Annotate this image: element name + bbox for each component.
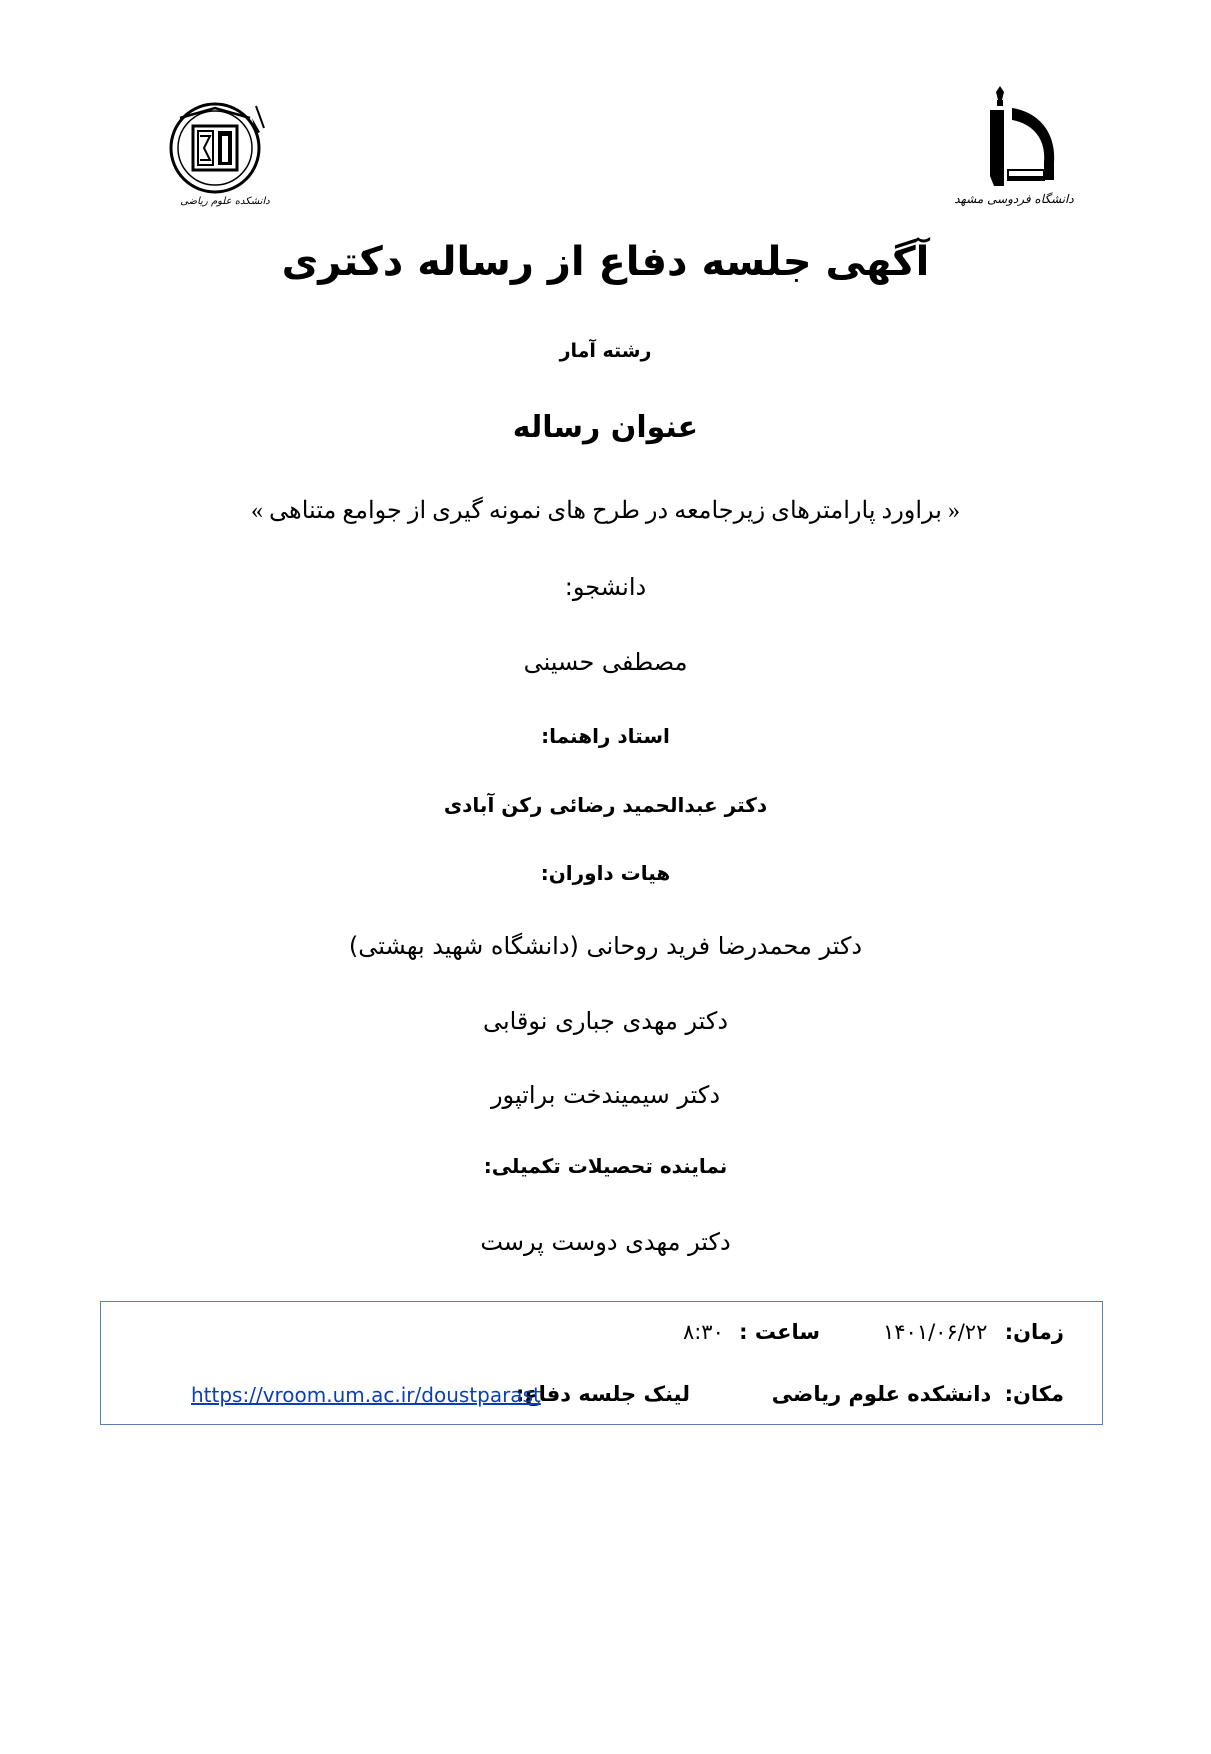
date-value: ۱۴۰۱/۰۶/۲۲ bbox=[882, 1320, 988, 1344]
link-row bbox=[516, 1382, 690, 1406]
time-row bbox=[683, 1320, 820, 1344]
date-label: زمان: bbox=[1004, 1320, 1064, 1344]
thesis-heading: عنوان رساله bbox=[512, 410, 699, 445]
time-label: ساعت : bbox=[739, 1320, 820, 1344]
place-value: دانشکده علوم ریاضی bbox=[771, 1382, 992, 1406]
student-name: مصطفی حسینی bbox=[523, 648, 688, 676]
date-row bbox=[883, 1320, 1064, 1344]
committee-member: دکتر محمدرضا فرید روحانی (دانشگاه شهید بهشتی) bbox=[348, 932, 863, 960]
advisor-label: استاد راهنما: bbox=[541, 724, 670, 748]
university-logo bbox=[954, 86, 1074, 216]
committee-member: دکتر مهدی جباری نوقابی bbox=[482, 1007, 729, 1035]
rep-label: نماینده تحصیلات تکمیلی: bbox=[483, 1154, 728, 1178]
faculty-logo-caption: دانشکده علوم ریاضی bbox=[180, 196, 270, 207]
link-label: لینک جلسه دفاع: bbox=[515, 1382, 690, 1406]
faculty-logo bbox=[160, 88, 290, 218]
advisor-name: دکتر عبدالحمید رضائی رکن آبادی bbox=[443, 793, 768, 817]
field-label: رشته آمار bbox=[559, 340, 652, 362]
committee-label: هیات داوران: bbox=[540, 861, 671, 885]
university-emblem-icon bbox=[960, 86, 1070, 196]
student-label: دانشجو: bbox=[564, 573, 647, 601]
university-logo-caption: دانشگاه فردوسی مشهد bbox=[954, 192, 1074, 206]
session-link[interactable]: https://vroom.um.ac.ir/doustparast bbox=[191, 1383, 541, 1407]
committee-member: دکتر سیمیندخت براتپور bbox=[490, 1081, 721, 1109]
rep-name: دکتر مهدی دوست پرست bbox=[480, 1228, 731, 1256]
session-info-box bbox=[100, 1301, 1103, 1425]
time-value: ۸:۳۰ bbox=[682, 1320, 724, 1344]
page-title: آگهی جلسه دفاع از رساله دکتری bbox=[281, 239, 930, 285]
thesis-title: « براورد پارامترهای زیرجامعه در طرح های نمونه گیری از جوامع متناهی » bbox=[251, 498, 960, 524]
place-label: مکان: bbox=[1004, 1382, 1064, 1406]
place-row bbox=[772, 1382, 1064, 1406]
